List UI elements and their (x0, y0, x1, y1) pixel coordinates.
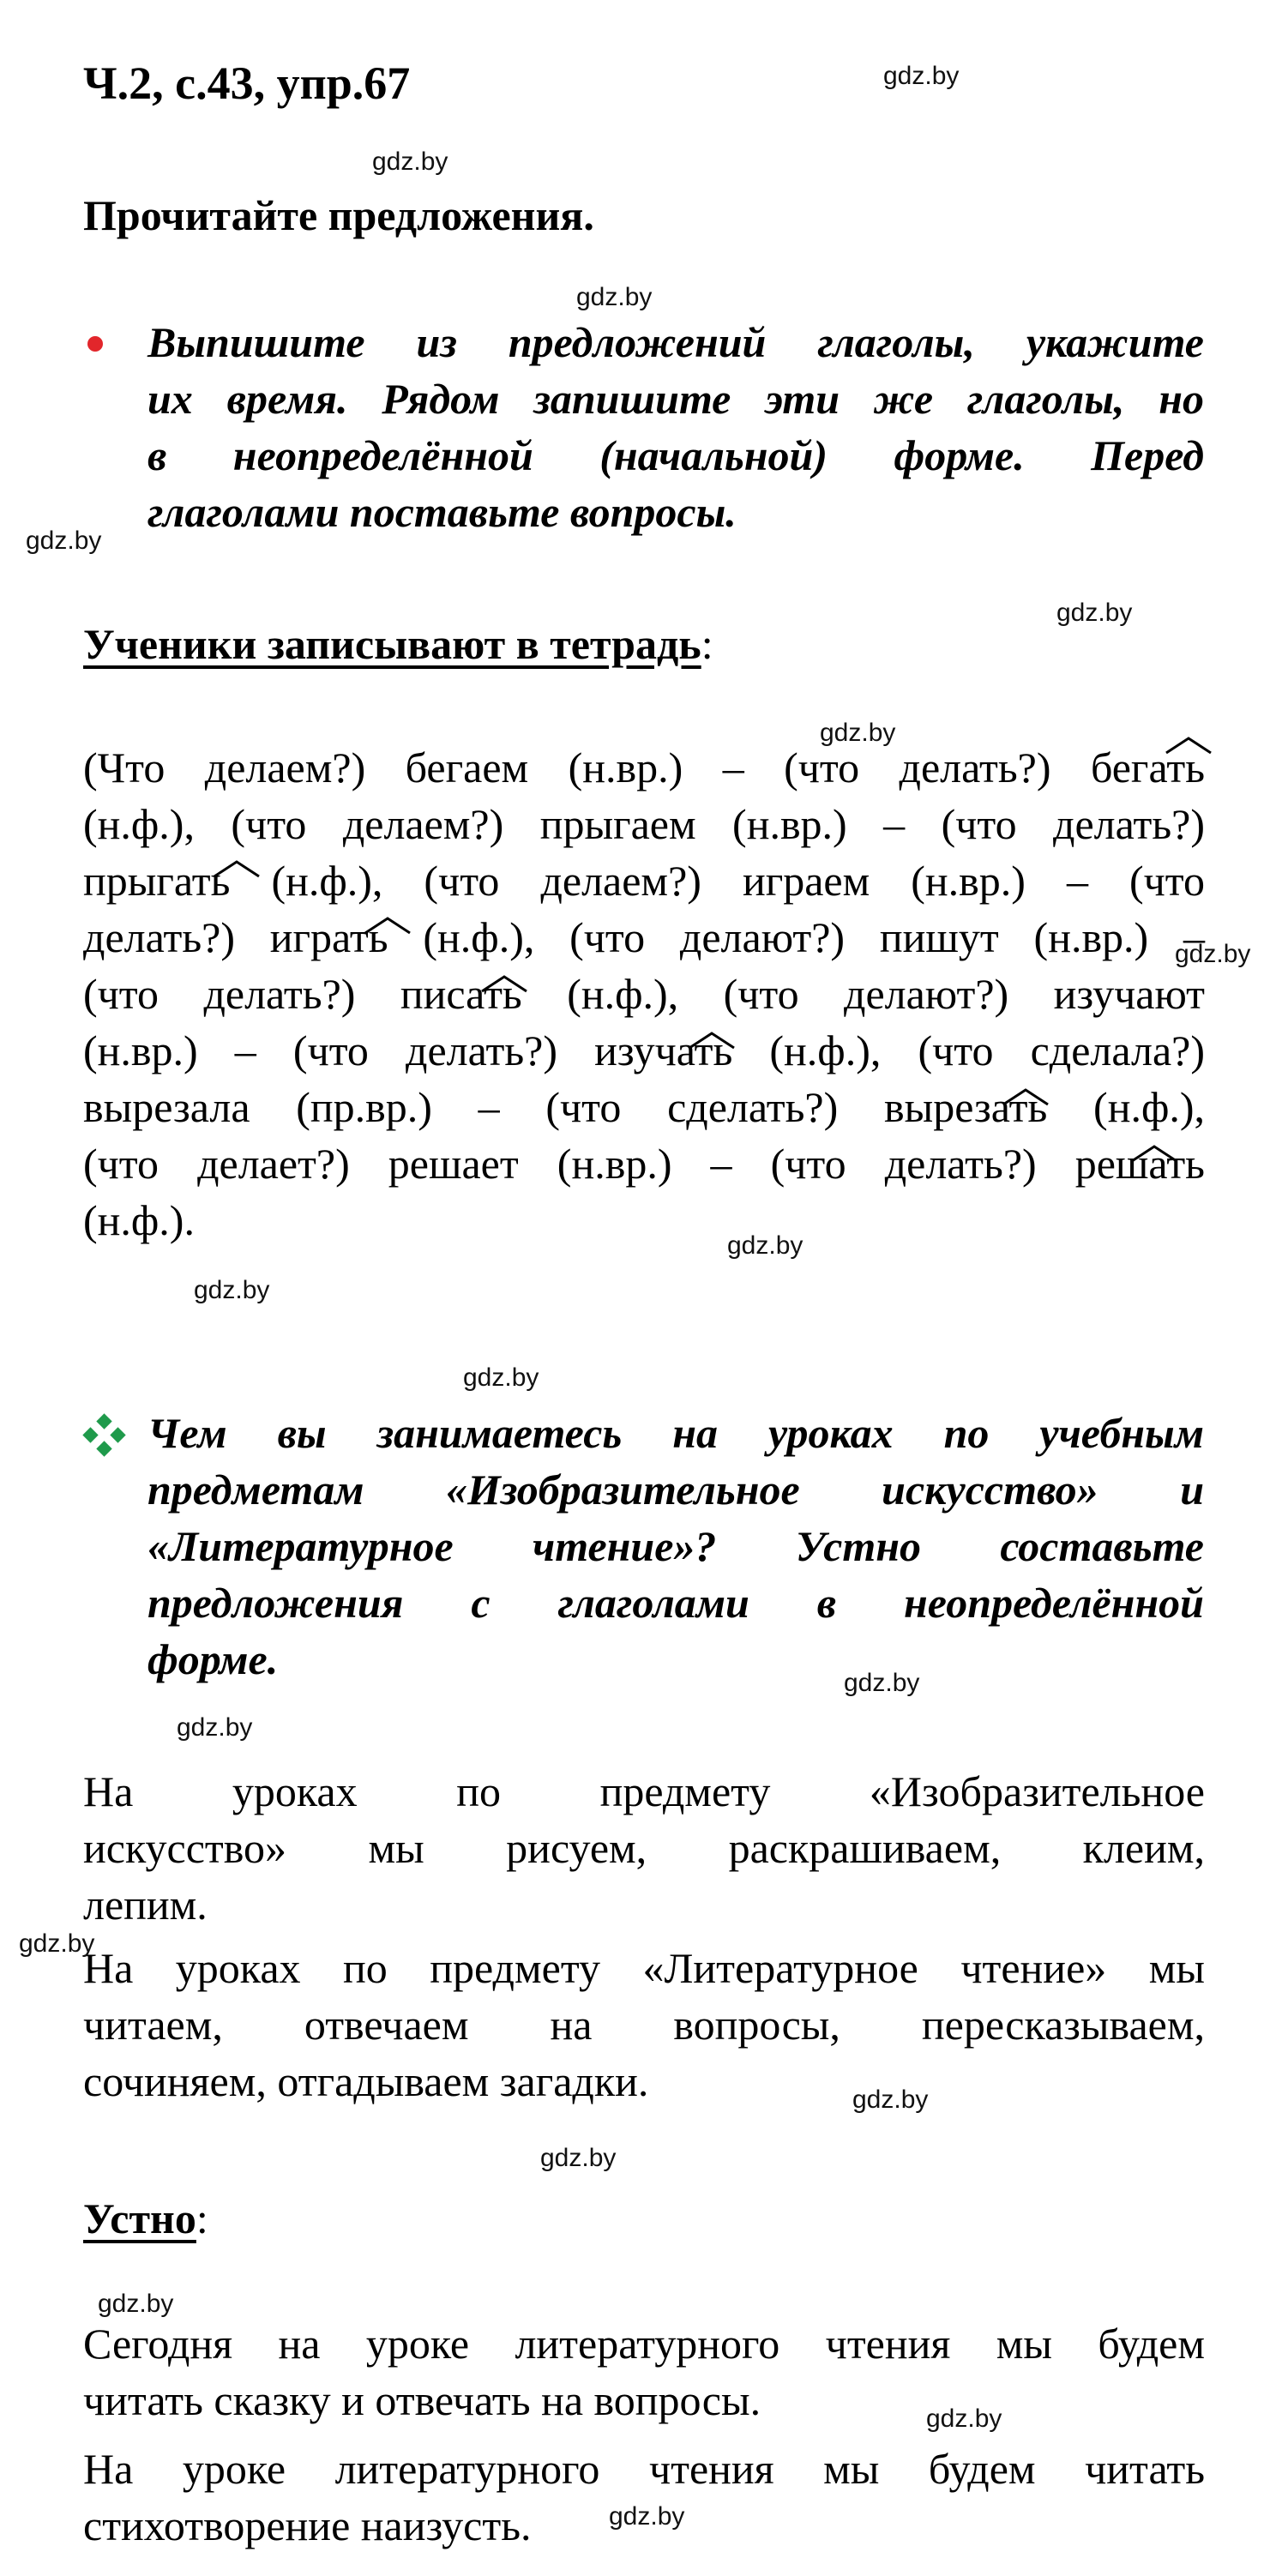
answer-2-line: На уроках по предмету «Литературное чтение» мы (83, 1944, 1205, 1992)
answer-1-line: вырезала (пр.вр.) – (что сделать?) вырезать (н.ф.), (83, 1083, 1205, 1131)
answer-1-line: (н.вр.) – (что делать?) изучать (н.ф.), (что сделала?) (83, 1026, 1205, 1074)
task-1-line: Выпишите из предложений глаголы, укажите (147, 318, 1204, 366)
instruction-text: Прочитайте предложения. (83, 191, 594, 239)
oral-heading-label: Устно (83, 2194, 196, 2242)
answer-2-line: лепим. (83, 1881, 208, 1929)
oral-heading (83, 2194, 208, 2243)
watermark: gdz.by (926, 2404, 1002, 2433)
students-heading-label: Ученики записывают в тетрадь (83, 620, 701, 668)
diamond-bullet-icon (82, 1413, 127, 1458)
watermark: gdz.by (26, 527, 102, 555)
answer-1-line: (н.ф.), (что делаем?) прыгаем (н.вр.) – (что делать?) (83, 800, 1205, 848)
watermark: gdz.by (820, 719, 896, 747)
answer-3-line: Сегодня на уроке литературного чтения мы будем (83, 2320, 1205, 2368)
answer-1 (83, 739, 1205, 1249)
answer-2-line: На уроках по предмету «Изобразительное (83, 1767, 1205, 1815)
answer-1-line: прыгать (н.ф.), (что делаем?) играем (н.вр.) – (что (83, 857, 1205, 905)
watermark: gdz.by (1175, 940, 1251, 968)
task-2-line: предметам «Изобразительное искусство» и (147, 1466, 1204, 1514)
oral-heading-colon: : (196, 2194, 208, 2242)
task-2-line: Чем вы занимаетесь на уроках по учебным (147, 1409, 1204, 1457)
suffix-mark-icon (688, 1031, 736, 1050)
watermark: gdz.by (1056, 599, 1133, 627)
watermark: gdz.by (177, 1713, 253, 1742)
answer-2-line: сочиняем, отгадываем загадки. (83, 2057, 649, 2105)
students-heading (83, 619, 713, 669)
task-1-line: глаголами поставьте вопросы. (147, 488, 737, 536)
task-2 (147, 1405, 1204, 1688)
answer-1-line: (что делать?) писать (н.ф.), (что делают?) изучают (83, 970, 1205, 1018)
answer-1-line: (что делает?) решает (н.вр.) – (что делать?) решать (83, 1140, 1205, 1188)
watermark: gdz.by (194, 1276, 270, 1304)
suffix-mark-icon (364, 916, 412, 935)
answer-1-line: делать?) играть (н.ф.), (что делают?) пишут (н.вр.) – (83, 913, 1205, 961)
watermark: gdz.by (727, 1231, 804, 1260)
watermark: gdz.by (844, 1669, 920, 1697)
answer-2-line: искусство» мы рисуем, раскрашиваем, клеим, (83, 1824, 1205, 1872)
task-1-line: в неопределённой (начальной) форме. Перед (147, 431, 1204, 479)
answer-3-line: стихотворение наизусть. (83, 2501, 532, 2549)
watermark: gdz.by (19, 1929, 95, 1958)
task-1-line: их время. Рядом запишите эти же глаголы, но (147, 375, 1204, 423)
answer-3-line: читать сказку и отвечать на вопросы. (83, 2376, 761, 2424)
answer-2-paragraph-1 (83, 1763, 1205, 1933)
suffix-mark-icon (213, 859, 261, 878)
suffix-mark-icon (480, 974, 528, 993)
answer-3-paragraph-1 (83, 2315, 1205, 2429)
page-title: Ч.2, с.43, упр.67 (83, 57, 411, 109)
suffix-mark-icon (1130, 1144, 1178, 1163)
watermark: gdz.by (98, 2290, 174, 2318)
watermark: gdz.by (852, 2085, 929, 2114)
task-1 (147, 314, 1204, 540)
answer-1-line: (н.ф.). (83, 1196, 195, 1244)
watermark: gdz.by (576, 283, 653, 311)
task-2-line: предложения с глаголами в неопределённой (147, 1579, 1204, 1627)
task-2-line: форме. (147, 1635, 279, 1683)
watermark: gdz.by (463, 1363, 539, 1392)
students-heading-colon: : (701, 620, 713, 668)
watermark: gdz.by (609, 2502, 685, 2531)
answer-3-paragraph-2 (83, 2441, 1205, 2554)
answer-3-line: На уроке литературного чтения мы будем читать (83, 2445, 1205, 2493)
suffix-mark-icon (1002, 1087, 1050, 1106)
watermark: gdz.by (540, 2144, 617, 2172)
watermark: gdz.by (883, 62, 960, 90)
watermark: gdz.by (372, 147, 448, 176)
task-2-line: «Литературное чтение»? Устно составьте (147, 1522, 1204, 1570)
answer-1-line: (Что делаем?) бегаем (н.вр.) – (что делать?) бегать (83, 743, 1205, 791)
answer-2-paragraph-2 (83, 1940, 1205, 2110)
suffix-mark-icon (1165, 736, 1213, 755)
answer-2-line: читаем, отвечаем на вопросы, пересказываем, (83, 2001, 1205, 2049)
red-bullet-icon (87, 336, 103, 352)
